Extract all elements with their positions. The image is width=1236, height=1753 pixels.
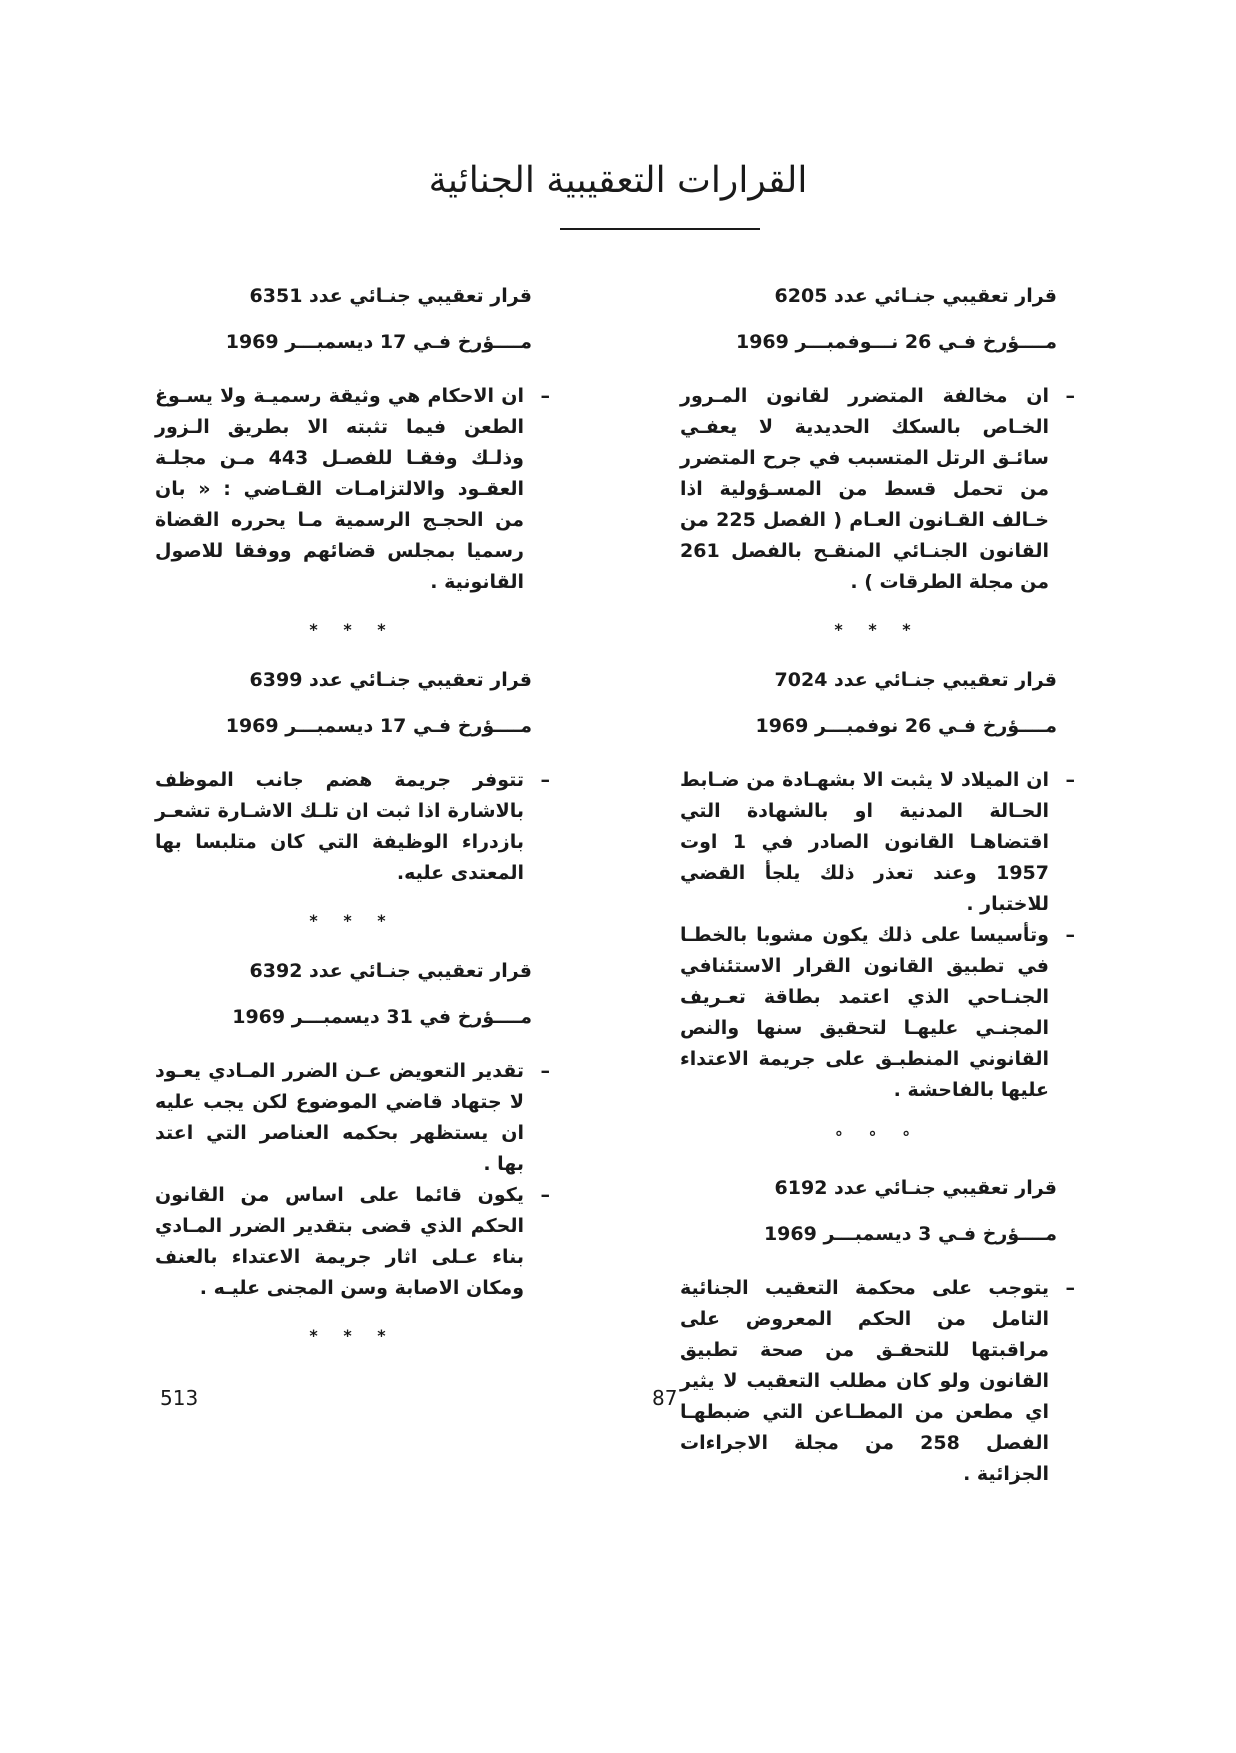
right-column	[680, 285, 1075, 1490]
page-number-center: 87	[652, 1386, 678, 1410]
section-separator: * * *	[309, 911, 396, 930]
principle-text: تقدير التعويض عـن الضرر المـادي يعـود لا جتهاد قاضي الموضوع لكن يجب عليه ان يستظهر بحكمه العناصر التي اعتد بها .	[155, 1060, 524, 1175]
principle-text: ان الاحكام هي وثيقة رسميـة ولا يسـوغ الطعن فيما تثبته الا بطريق الـزور وذلـك وفقـا للفصـل 443 مـن مجلـة العقـود والالتزامـات القـاضي : « بان من الحجـج الرسمية مـا يحرره القضاة رسميا بمجلس قضائهم ووفقا للاصول القانونية .	[155, 385, 524, 593]
bullet-dash: –	[540, 385, 550, 407]
legal-principle	[155, 1056, 550, 1180]
legal-principle	[155, 765, 550, 889]
legal-principle	[680, 920, 1075, 1106]
principle-text: ان مخالفة المتضرر لقانون المـرور الخـاص بالسكك الحديدية لا يعفـي سائـق الرتل المتسبب في جرح المتضرر من تحمل قسط من المسـؤولية اذا خـالف القـانون العـام ( الفصل 225 من القانون الجنـائي المنقـح بالفصل 261 من مجلة الطرقات ) .	[680, 385, 1049, 593]
legal-principle	[680, 765, 1075, 920]
bullet-dash: –	[1065, 769, 1075, 791]
decision-title: قرار تعقيبي جنـائي عدد 7024	[774, 669, 1057, 691]
section-separator: * * *	[309, 620, 396, 639]
decision-block	[680, 285, 1075, 639]
principle-text: تتوفر جريمة هضم جانب الموظف بالاشارة اذا ثبت ان تلـك الاشـارة تشعـر بازدراء الوظيفة التي كان متلبسا بها المعتدى عليه.	[155, 769, 524, 884]
bullet-dash: –	[1065, 385, 1075, 407]
section-separator: * * *	[834, 620, 921, 639]
page-title: القرارات التعقيبية الجنائية	[428, 160, 808, 201]
section-separator: ° ° °	[834, 1128, 921, 1147]
principle-text: وتأسيسا على ذلك يكون مشوبا بالخطـا في تطبيق القانون القرار الاستئنافي الجنـاحي الذي اعتمد بطاقة تعـريف المجنـي عليهـا لتحقيق سنها والنص القانوني المنطبـق على جريمة الاعتداء عليها بالفاحشة .	[680, 924, 1049, 1101]
legal-principle	[155, 1180, 550, 1304]
decision-date: مــــؤرخ فـي 26 نـــوفمبـــر 1969	[735, 331, 1057, 353]
decision-date: مــــؤرخ فـي 3 ديسمبـــر 1969	[763, 1223, 1057, 1245]
decision-date: مــــؤرخ فـي 17 ديسمبـــر 1969	[225, 715, 532, 737]
legal-principle	[680, 381, 1075, 598]
decision-title: قرار تعقيبي جنـائي عدد 6351	[249, 285, 532, 307]
decision-title: قرار تعقيبي جنـائي عدد 6399	[249, 669, 532, 691]
decision-block	[155, 669, 550, 930]
decision-title: قرار تعقيبي جنـائي عدد 6205	[774, 285, 1057, 307]
decision-date: مــــؤرخ في 31 ديسمبـــر 1969	[232, 1006, 532, 1028]
decision-block	[155, 960, 550, 1345]
page-number-left: 513	[160, 1386, 199, 1410]
decision-date: مــــؤرخ فـي 26 نوفمبـــر 1969	[755, 715, 1057, 737]
decision-title: قرار تعقيبي جنـائي عدد 6392	[249, 960, 532, 982]
principle-text: يتوجب على محكمة التعقيب الجنائية التامل من الحكم المعروض على مراقبتها للتحقـق من صحة تطبيق القانون ولو كان مطلب التعقيب لا يثير اي مطعن من المطـاعن التي ضبطهـا الفصل 258 من مجلة الاجراءات الجزائية .	[680, 1277, 1049, 1485]
bullet-dash: –	[540, 769, 550, 791]
legal-principle	[155, 381, 550, 598]
principle-text: ان الميلاد لا يثبت الا بشهـادة من ضـابط الحـالة المدنية او بالشهادة التي اقتضاهـا القانون الصادر في 1 اوت 1957 وعند تعذر ذلك يلجأ القضي للاختبار .	[680, 769, 1050, 915]
decision-date: مــــؤرخ فـي 17 ديسمبـــر 1969	[225, 331, 532, 353]
principle-text: يكون قائما على اساس من القانون الحكم الذي قضى بتقدير الضرر المـادي بناء عـلى اثار جريمة الاعتداء بالعنف ومكان الاصابة وسن المجنى عليـه .	[155, 1184, 524, 1299]
decision-block	[680, 669, 1075, 1147]
section-separator: * * *	[309, 1326, 396, 1345]
decision-title: قرار تعقيبي جنـائي عدد 6192	[774, 1177, 1057, 1199]
bullet-dash: –	[1065, 924, 1075, 946]
decision-block	[155, 285, 550, 639]
bullet-dash: –	[540, 1060, 550, 1082]
bullet-dash: –	[540, 1184, 550, 1206]
title-underline	[560, 228, 760, 230]
legal-principle	[680, 1273, 1075, 1490]
decision-block	[680, 1177, 1075, 1490]
left-column	[155, 285, 550, 1375]
bullet-dash: –	[1065, 1277, 1075, 1299]
